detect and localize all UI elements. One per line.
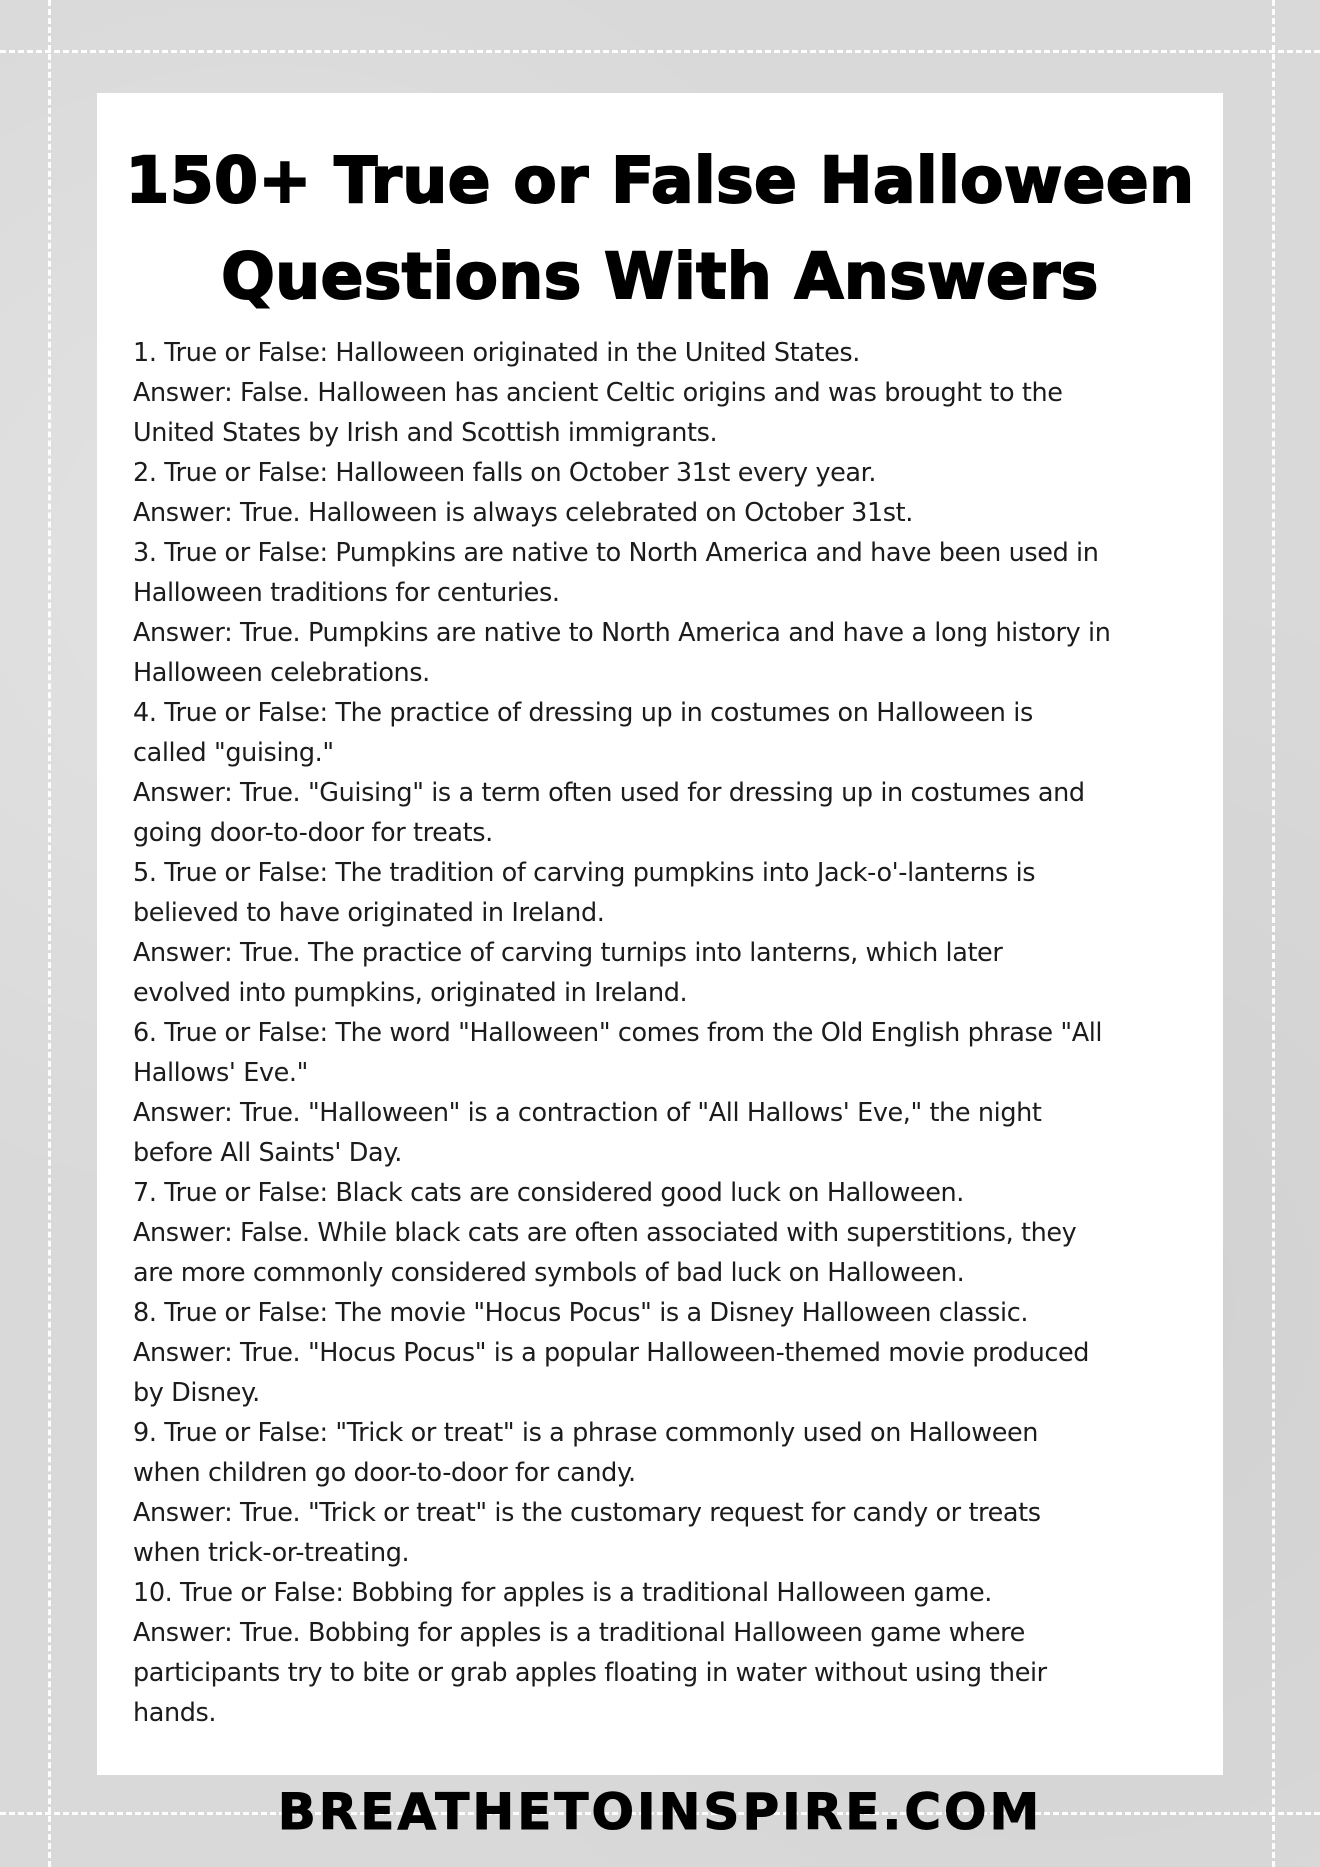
text-line: are more commonly considered symbols of bad luck on Halloween. [133,1258,965,1288]
text-line: participants try to bite or grab apples floating in water without using their [133,1658,1047,1688]
text-line: called "guising." [133,738,334,768]
text-line: Halloween celebrations. [133,658,430,688]
text-line: when trick-or-treating. [133,1538,410,1568]
text-line: 2. True or False: Halloween falls on October 31st every year. [133,458,877,488]
text-line: 10. True or False: Bobbing for apples is a traditional Halloween game. [133,1578,992,1608]
text-line: before All Saints' Day. [133,1138,402,1168]
text-line: United States by Irish and Scottish immigrants. [133,418,718,448]
text-line: 8. True or False: The movie "Hocus Pocus" is a Disney Halloween classic. [133,1298,1029,1328]
questions-list [133,333,1213,1733]
text-line: Answer: True. "Hocus Pocus" is a popular Halloween-themed movie produced [133,1338,1090,1368]
page-title [97,133,1223,325]
text-line: evolved into pumpkins, originated in Ireland. [133,978,688,1008]
text-line: believed to have originated in Ireland. [133,898,605,928]
text-line: going door-to-door for treats. [133,818,493,848]
text-line: 5. True or False: The tradition of carving pumpkins into Jack-o'-lanterns is [133,858,1036,888]
text-line: Answer: True. "Guising" is a term often used for dressing up in costumes and [133,778,1085,808]
text-line: Answer: True. Halloween is always celebrated on October 31st. [133,498,913,528]
content-card [97,93,1223,1775]
text-line: by Disney. [133,1378,260,1408]
text-line: Answer: True. The practice of carving turnips into lanterns, which later [133,938,1003,968]
text-line: 3. True or False: Pumpkins are native to North America and have been used in [133,538,1099,568]
text-line: 1. True or False: Halloween originated in the United States. [133,338,860,368]
text-line: Answer: False. While black cats are often associated with superstitions, they [133,1218,1077,1248]
text-line: 7. True or False: Black cats are considered good luck on Halloween. [133,1178,964,1208]
site-url: BREATHETOINSPIRE.COM [277,1783,1043,1841]
text-line: 9. True or False: "Trick or treat" is a phrase commonly used on Halloween [133,1418,1039,1448]
text-line: Answer: True. "Trick or treat" is the customary request for candy or treats [133,1498,1041,1528]
text-line: Answer: True. "Halloween" is a contraction of "All Hallows' Eve," the night [133,1098,1042,1128]
text-line: Answer: False. Halloween has ancient Celtic origins and was brought to the [133,378,1063,408]
text-line: Halloween traditions for centuries. [133,578,560,608]
text-line: Answer: True. Bobbing for apples is a traditional Halloween game where [133,1618,1025,1648]
text-line: Hallows' Eve." [133,1058,308,1088]
title-line-1: 150+ True or False Halloween [125,144,1195,217]
text-line: Answer: True. Pumpkins are native to North America and have a long history in [133,618,1111,648]
text-line: 6. True or False: The word "Halloween" comes from the Old English phrase "All [133,1018,1103,1048]
text-line: when children go door-to-door for candy. [133,1458,636,1488]
title-line-2: Questions With Answers [221,240,1099,313]
text-line: 4. True or False: The practice of dressing up in costumes on Halloween is [133,698,1033,728]
text-line: hands. [133,1698,217,1728]
